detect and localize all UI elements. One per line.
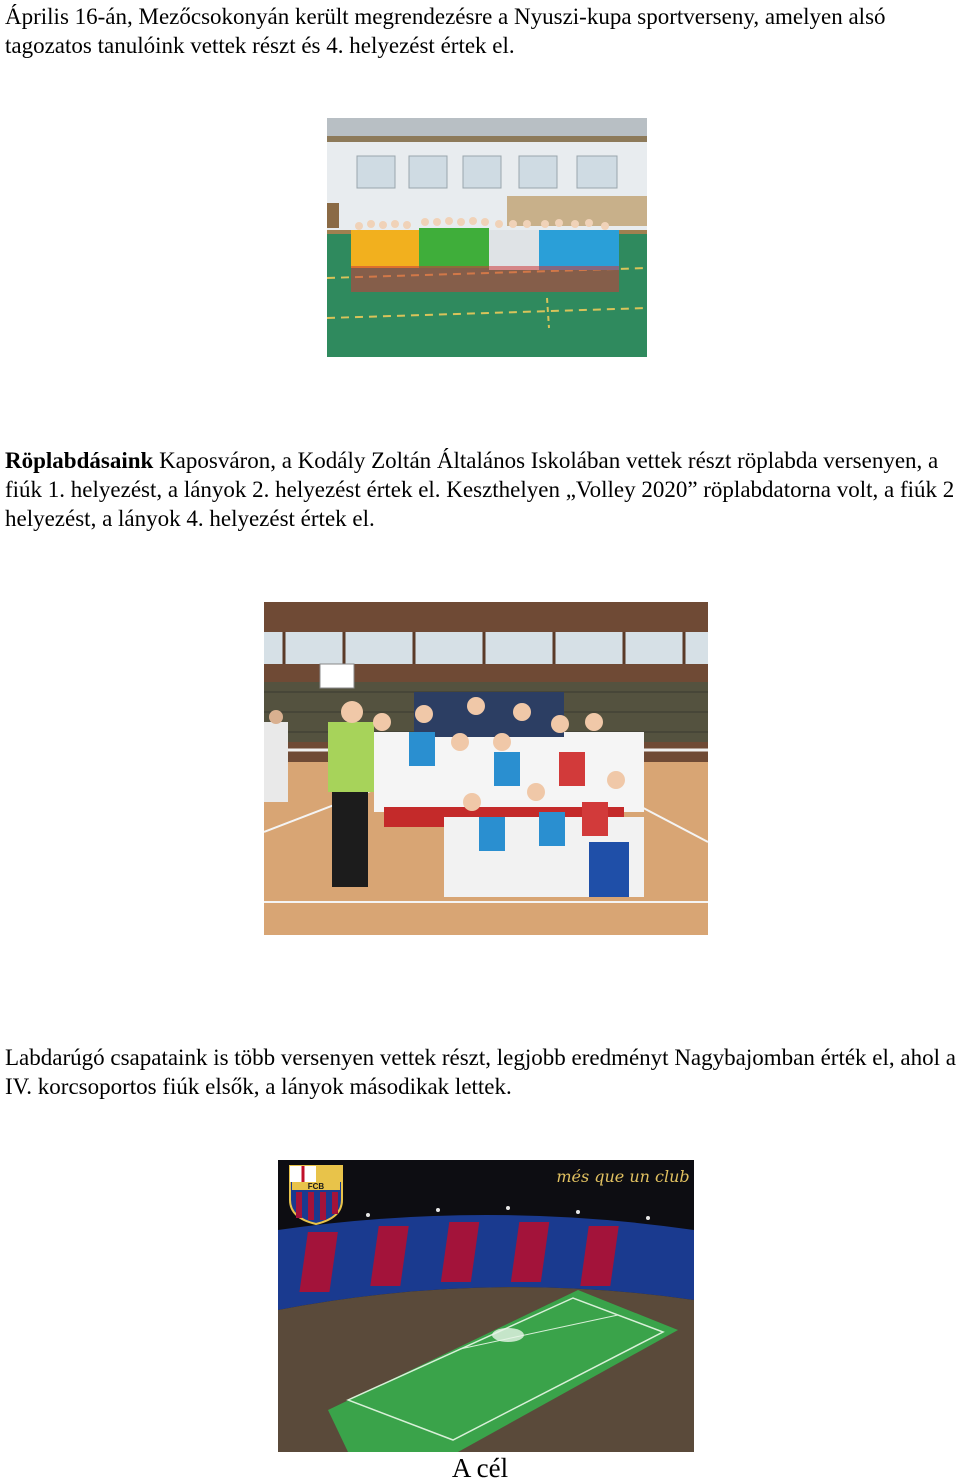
volleyball-text: Kaposváron, a Kodály Zoltán Általános Iskolában vettek részt röplabda versenyen, a fiúk 1. helyezést, a lányok 2. helyezést értek el. Keszthelyen „Volley 2020” röplabdatorna volt, a fiúk 2 helyezést, a lányok 4. helyezést értek el. [5, 448, 955, 531]
nyuszi-paragraph: Április 16-án, Mezőcsokonyán került megrendezésre a Nyuszi-kupa sportverseny, amelyen alsó tagozatos tanulóink vettek részt és 4. helyezést értek el. [5, 4, 886, 58]
volleyball-paragraph [5, 446, 960, 533]
volleyball-lead: Röplabdásaink [5, 448, 154, 473]
football-paragraph: Labdarúgó csapataink is több versenyen vettek részt, legjobb eredményt Nagybajomban érték el, ahol a IV. korcsoportos fiúk elsők, a lányok másodikak lettek. [5, 1045, 956, 1099]
stadium-photo [278, 1160, 694, 1452]
crest-text: FCB [307, 1182, 325, 1191]
stadium-slogan: més que un club [556, 1167, 690, 1186]
image-caption: A cél [451, 1453, 509, 1483]
volleyball-team-photo [264, 602, 708, 935]
nyuszi-team-photo [327, 118, 647, 357]
